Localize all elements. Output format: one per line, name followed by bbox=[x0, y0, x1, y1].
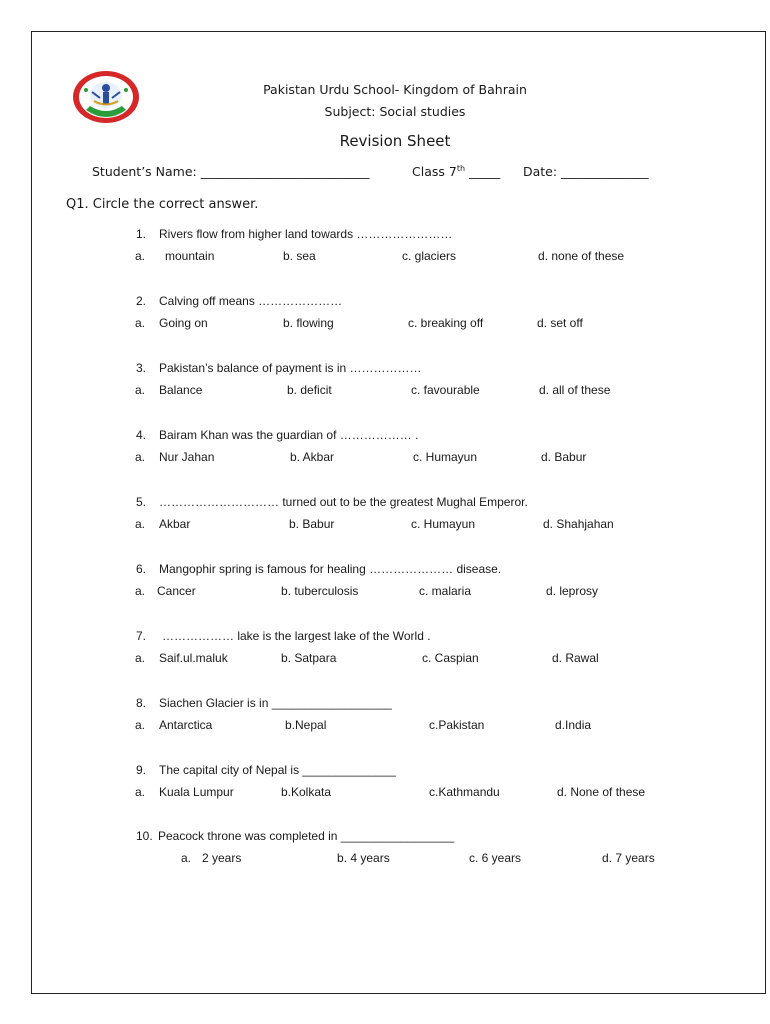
option-letter: a. bbox=[135, 383, 146, 397]
answer-option[interactable]: d. Babur bbox=[541, 450, 587, 464]
student-name-field[interactable]: Student’s Name: ___________________________ bbox=[92, 164, 370, 179]
subject-line: Subject: Social studies bbox=[324, 104, 466, 119]
question-number: 3. bbox=[136, 361, 147, 375]
question-text: Rivers flow from higher land towards …………………… bbox=[159, 227, 453, 241]
answer-option[interactable]: c.Kathmandu bbox=[429, 785, 500, 799]
question-number: 6. bbox=[136, 562, 147, 576]
answer-option[interactable]: b. Satpara bbox=[281, 651, 337, 665]
option-letter: a. bbox=[135, 718, 146, 732]
answer-option[interactable]: d. Shahjahan bbox=[543, 517, 614, 531]
option-letter: a. bbox=[135, 316, 146, 330]
class-field[interactable] bbox=[412, 164, 500, 179]
section-heading: Q1. Circle the correct answer. bbox=[66, 197, 259, 212]
answer-option[interactable]: b. flowing bbox=[283, 316, 334, 330]
class-blank: _____ bbox=[465, 164, 501, 180]
answer-option[interactable]: c. Caspian bbox=[422, 651, 479, 665]
answer-option[interactable]: b. 4 years bbox=[337, 851, 390, 865]
answer-option[interactable]: c. Humayun bbox=[413, 450, 478, 464]
date-field[interactable]: Date: ______________ bbox=[523, 164, 649, 179]
option-letter: a. bbox=[135, 517, 146, 531]
question-text: Pakistan’s balance of payment is in ……………… bbox=[159, 361, 422, 375]
answer-option[interactable]: d. none of these bbox=[538, 249, 625, 263]
answer-option[interactable]: c. glaciers bbox=[402, 249, 457, 263]
option-letter: a. bbox=[135, 785, 146, 799]
question-number: 4. bbox=[136, 428, 147, 442]
answer-option[interactable]: d. leprosy bbox=[546, 584, 599, 598]
question-text: Calving off means ………………… bbox=[159, 294, 343, 308]
question-number: 2. bbox=[136, 294, 147, 308]
question-text: The capital city of Nepal is ______________ bbox=[159, 763, 396, 777]
answer-option[interactable]: Balance bbox=[159, 383, 203, 397]
question-text: Bairam Khan was the guardian of ……………… . bbox=[159, 428, 419, 442]
answer-option[interactable]: d. all of these bbox=[539, 383, 611, 397]
option-letter: a. bbox=[181, 851, 192, 865]
option-letter: a. bbox=[135, 651, 146, 665]
question-text: ……………… lake is the largest lake of the World . bbox=[162, 629, 431, 643]
question-text: ………………………… turned out to be the greatest Mughal Emperor. bbox=[159, 495, 528, 509]
answer-option[interactable]: c. favourable bbox=[411, 383, 480, 397]
answer-option[interactable]: Kuala Lumpur bbox=[159, 785, 234, 799]
question-text: Siachen Glacier is in __________________ bbox=[159, 696, 392, 710]
question-number: 1. bbox=[136, 227, 147, 241]
answer-option[interactable]: c. malaria bbox=[419, 584, 472, 598]
question-number: 5. bbox=[136, 495, 147, 509]
option-letter: a. bbox=[135, 249, 146, 263]
answer-option[interactable]: c.Pakistan bbox=[429, 718, 485, 732]
answer-option[interactable]: mountain bbox=[165, 249, 215, 263]
answer-option[interactable]: b.Kolkata bbox=[281, 785, 332, 799]
answer-option[interactable]: d. Rawal bbox=[552, 651, 599, 665]
answer-option[interactable]: d. None of these bbox=[557, 785, 646, 799]
option-letter: a. bbox=[135, 450, 146, 464]
answer-option[interactable]: b. sea bbox=[283, 249, 316, 263]
class-label: Class 7 bbox=[412, 164, 457, 180]
question-number: 8. bbox=[136, 696, 147, 710]
answer-option[interactable]: b. deficit bbox=[287, 383, 332, 397]
answer-option[interactable]: b. Akbar bbox=[290, 450, 335, 464]
answer-option[interactable]: c. Humayun bbox=[411, 517, 476, 531]
question-text: Mangophir spring is famous for healing ………………… disease. bbox=[159, 562, 502, 576]
answer-option[interactable]: d.India bbox=[555, 718, 592, 732]
question-text: Peacock throne was completed in _________________ bbox=[158, 829, 455, 843]
answer-option[interactable]: d. 7 years bbox=[602, 851, 655, 865]
answer-option[interactable]: Nur Jahan bbox=[159, 450, 215, 464]
answer-option[interactable]: Saif.ul.maluk bbox=[159, 651, 228, 665]
answer-option[interactable]: c. 6 years bbox=[469, 851, 522, 865]
answer-option[interactable]: b. Babur bbox=[289, 517, 335, 531]
answer-option[interactable]: Cancer bbox=[157, 584, 196, 598]
answer-option[interactable]: Antarctica bbox=[159, 718, 213, 732]
question-number: 7. bbox=[136, 629, 147, 643]
class-suffix: th bbox=[456, 164, 466, 173]
option-letter: a. bbox=[135, 584, 146, 598]
answer-option[interactable]: c. breaking off bbox=[408, 316, 484, 330]
answer-option[interactable]: Going on bbox=[159, 316, 208, 330]
answer-option[interactable]: 2 years bbox=[202, 851, 242, 865]
question-number: 10. bbox=[136, 829, 153, 843]
answer-option[interactable]: b.Nepal bbox=[285, 718, 327, 732]
school-name: Pakistan Urdu School- Kingdom of Bahrain bbox=[263, 82, 527, 97]
answer-option[interactable]: Akbar bbox=[159, 517, 191, 531]
answer-option[interactable]: d. set off bbox=[537, 316, 583, 330]
page-title: Revision Sheet bbox=[339, 132, 451, 150]
question-number: 9. bbox=[136, 763, 147, 777]
answer-option[interactable]: b. tuberculosis bbox=[281, 584, 359, 598]
